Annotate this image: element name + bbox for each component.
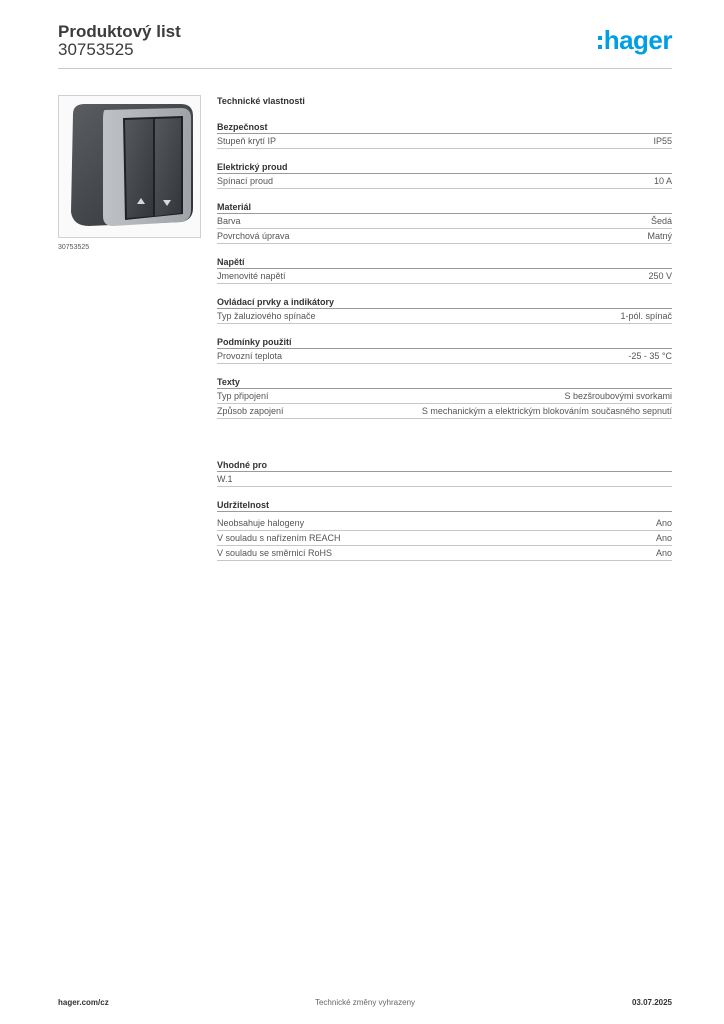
product-number: 30753525 — [58, 40, 134, 59]
page-title: Produktový list — [58, 22, 181, 41]
section-spacer — [217, 431, 672, 459]
page-header — [58, 20, 672, 70]
spec-label: Jmenovité napětí — [217, 271, 286, 281]
group-title: Udržitelnost — [217, 499, 672, 512]
spec-label: Barva — [217, 216, 241, 226]
spec-group-controls — [217, 296, 672, 324]
suitable-for-group — [217, 459, 672, 487]
group-title: Texty — [217, 376, 672, 389]
spec-label: Stupeň krytí IP — [217, 136, 277, 146]
spec-group-voltage — [217, 256, 672, 284]
spec-row — [217, 389, 672, 404]
spec-label: Neobsahuje halogeny — [217, 518, 305, 528]
group-title: Ovládací prvky a indikátory — [217, 296, 672, 309]
spec-label: Způsob zapojení — [217, 406, 284, 416]
image-caption: 30753525 — [58, 244, 90, 251]
spec-group-current — [217, 161, 672, 189]
group-title: Vhodné pro — [217, 459, 672, 472]
spec-group-safety — [217, 121, 672, 149]
spec-label: Povrchová úprava — [217, 231, 290, 241]
header-divider — [58, 68, 672, 69]
group-title: Materiál — [217, 201, 672, 214]
group-title: Bezpečnost — [217, 121, 672, 134]
spec-row — [217, 349, 672, 364]
group-title: Napětí — [217, 256, 672, 269]
spec-row — [217, 546, 672, 561]
spec-label: Typ připojení — [217, 391, 269, 401]
spec-value: 1-pól. spínač — [620, 311, 672, 321]
spec-label: Typ žaluziového spínače — [217, 311, 316, 321]
spec-label: V souladu s nařízením REACH — [217, 533, 341, 543]
specifications — [217, 95, 672, 573]
hager-logo — [598, 26, 672, 56]
spec-group-texts — [217, 376, 672, 419]
footer-notice: Technické změny vyhrazeny — [314, 998, 416, 1007]
logo-mark-icon — [598, 36, 602, 49]
spec-value: Šedá — [650, 216, 672, 226]
spec-value: S bezšroubovými svorkami — [564, 391, 672, 401]
spec-value: -25 - 35 °C — [628, 351, 672, 361]
footer-date: 03.07.2025 — [631, 998, 672, 1007]
group-title: Podmínky použití — [217, 336, 672, 349]
spec-row — [217, 531, 672, 546]
spec-label: Spínací proud — [217, 176, 274, 186]
technical-properties-heading: Technické vlastnosti — [217, 96, 305, 106]
spec-group-conditions — [217, 336, 672, 364]
spec-row — [217, 472, 672, 487]
spec-value: Ano — [655, 533, 672, 543]
group-title: Elektrický proud — [217, 161, 672, 174]
spec-group-material — [217, 201, 672, 244]
switch-product-icon — [59, 96, 200, 237]
spec-row — [217, 269, 672, 284]
footer-website-link[interactable]: hager.com/cz — [58, 998, 109, 1007]
logo-text: hager — [603, 25, 672, 55]
spec-label: V souladu se směrnicí RoHS — [217, 548, 333, 558]
spec-label: Provozní teplota — [217, 351, 283, 361]
spec-row — [217, 516, 672, 531]
product-image — [58, 95, 201, 238]
spec-row — [217, 404, 672, 419]
spec-row — [217, 174, 672, 189]
spec-row — [217, 134, 672, 149]
spec-value: S mechanickým a elektrickým blokováním současného sepnutí — [421, 406, 672, 416]
spec-label: W.1 — [217, 474, 233, 484]
spec-value: Ano — [655, 518, 672, 528]
spec-value: 10 A — [653, 176, 672, 186]
spec-value: Matný — [647, 231, 672, 241]
spec-value: Ano — [655, 548, 672, 558]
spec-row — [217, 309, 672, 324]
sustainability-group — [217, 499, 672, 561]
spec-row — [217, 214, 672, 229]
spec-value: 250 V — [648, 271, 672, 281]
spec-value: IP55 — [653, 136, 672, 146]
spec-row — [217, 229, 672, 244]
page-footer — [58, 998, 672, 1010]
